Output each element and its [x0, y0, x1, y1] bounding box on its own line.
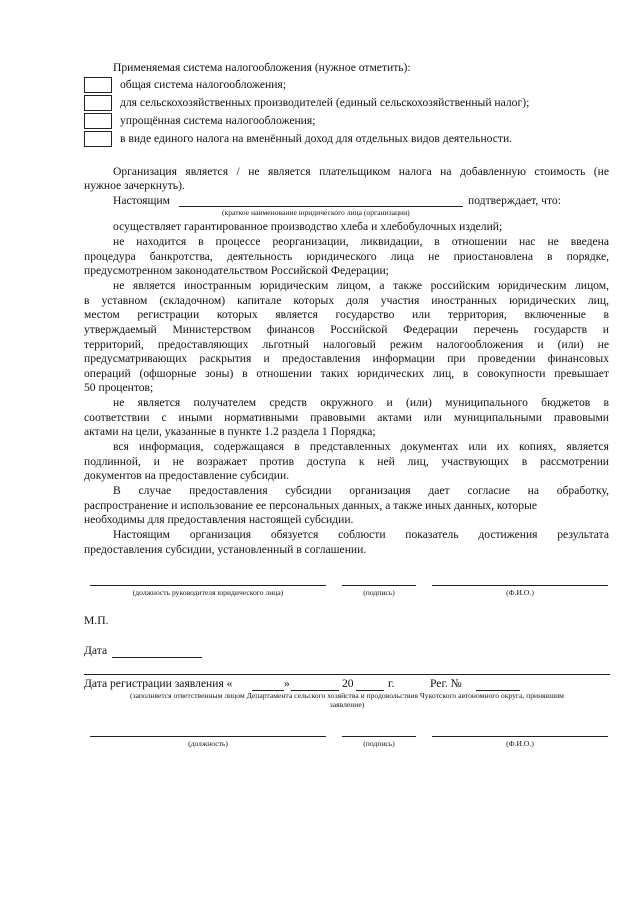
- body-line-22: Настоящим организация обязуется соблюсти показатель достижения результата: [113, 528, 609, 541]
- body-line-23: предоставления субсидии, установленный в соглашении.: [84, 543, 367, 556]
- head-signature-caption: (подпись): [363, 588, 395, 597]
- body-line-16: вся информация, содержащаяся в представленных документах или их копиях, является: [113, 440, 609, 453]
- body-line-3: процедура банкротства, деятельность юридического лица не приостановлена в порядке,: [84, 250, 609, 263]
- tax-option-label-1: общая система налогообложения;: [120, 78, 286, 91]
- tax-option-checkbox-3[interactable]: [84, 113, 112, 129]
- body-line-15: актами на цели, указанные в пункте 1.2 раздела 1 Порядка;: [84, 425, 376, 438]
- body-line-12: 50 процентов;: [84, 381, 154, 394]
- body-line-19: В случае предоставления субсидии организация дает согласие на обработку,: [113, 484, 609, 497]
- body-line-20: распространение и использование ее персональных данных, а также иных данных, которые: [84, 499, 538, 512]
- tax-system-heading: Применяемая система налогообложения (нужное отметить):: [113, 61, 411, 74]
- tax-option-label-4: в виде единого налога на вменённый доход для отдельных видов деятельности.: [120, 132, 513, 145]
- body-line-4: предусмотренном законодательством Российской Федерации;: [84, 264, 389, 277]
- body-line-6: в уставном (складочном) капитале которых доля участия иностранных юридических лиц,: [84, 294, 609, 307]
- tax-option-checkbox-4[interactable]: [84, 131, 112, 147]
- vat-line-2: нужное зачеркнуть).: [84, 179, 185, 192]
- officer-position-caption: (должность): [188, 739, 228, 748]
- registration-label: Дата регистрации заявления «: [84, 677, 233, 690]
- body-line-13: не является получателем средств окружного и (или) муниципального бюджетов в: [113, 396, 609, 409]
- tax-option-checkbox-1[interactable]: [84, 77, 112, 93]
- confirm-prefix: Настоящим: [113, 194, 170, 207]
- organization-name-field[interactable]: [179, 206, 463, 207]
- officer-signature-caption: (подпись): [363, 739, 395, 748]
- body-line-17: подлинной, и не возражает против доступа к ней лиц, участвующих в рассмотрении: [84, 455, 609, 468]
- tax-option-label-3: упрощённая система налогообложения;: [120, 114, 316, 127]
- body-line-2: не находится в процессе реорганизации, ликвидации, в отношении нас не введена: [113, 235, 609, 248]
- tax-option-label-2: для сельскохозяйственных производителей (единый сельскохозяйственный налог);: [120, 96, 530, 109]
- body-line-11: операций (офшорные зоны) в отношении таких юридических лиц, в совокупности превышает: [84, 367, 609, 380]
- tax-option-checkbox-2[interactable]: [84, 95, 112, 111]
- body-line-14: соответствии с иными нормативными правовыми актами или муниципальными правовыми: [84, 411, 609, 424]
- body-line-5: не является иностранным юридическим лицом, а также российским юридическим лицом,: [113, 279, 609, 292]
- stamp-label: М.П.: [84, 614, 109, 627]
- body-line-9: территорий, предоставляющих льготный налоговый режим налогообложения и (или) не: [84, 338, 609, 351]
- body-line-1: осуществляет гарантированное производство хлеба и хлебобулочных изделий;: [113, 220, 503, 233]
- head-name-field[interactable]: [432, 585, 608, 586]
- registration-year-prefix: 20: [342, 677, 354, 690]
- registration-separator: [84, 674, 610, 675]
- date-field[interactable]: [112, 657, 202, 658]
- vat-line-1: Организация является / не является плательщиком налога на добавленную стоимость (не: [113, 165, 609, 178]
- confirm-suffix: подтверждает, что:: [468, 194, 561, 207]
- date-label: Дата: [84, 644, 108, 657]
- body-line-8: утверждаемый Министерством финансов Российской Федерации перечень государств и: [84, 323, 609, 336]
- organization-name-caption: (краткое наименование юридического лица (организации): [222, 208, 410, 217]
- head-name-caption: (Ф.И.О.): [506, 588, 534, 597]
- registration-number-label: Рег. №: [430, 677, 462, 690]
- body-line-21: необходимы для предоставления настоящей субсидии.: [84, 513, 354, 526]
- head-position-field[interactable]: [90, 585, 326, 586]
- registration-year-suffix: г.: [388, 677, 395, 690]
- head-signature-field[interactable]: [342, 585, 416, 586]
- officer-position-field[interactable]: [90, 736, 326, 737]
- registration-quote-close: »: [284, 677, 290, 690]
- officer-signature-field[interactable]: [342, 736, 416, 737]
- head-position-caption: (должность руководителя юридического лица): [132, 588, 284, 597]
- officer-name-field[interactable]: [432, 736, 608, 737]
- registration-caption-1: (заполняется ответственным лицом Департамента сельского хозяйства и продовольствия Чукотского автономного округа, принявшим: [130, 691, 564, 700]
- officer-name-caption: (Ф.И.О.): [506, 739, 534, 748]
- body-line-7: местом регистрации которых является государство или территория, включенные в: [84, 308, 609, 321]
- body-line-18: документов на предоставление субсидии.: [84, 469, 290, 482]
- body-line-10: предусматривающих раскрытия и предоставления информации при проведении финансовых: [84, 352, 609, 365]
- registration-caption-2: заявление): [329, 700, 365, 709]
